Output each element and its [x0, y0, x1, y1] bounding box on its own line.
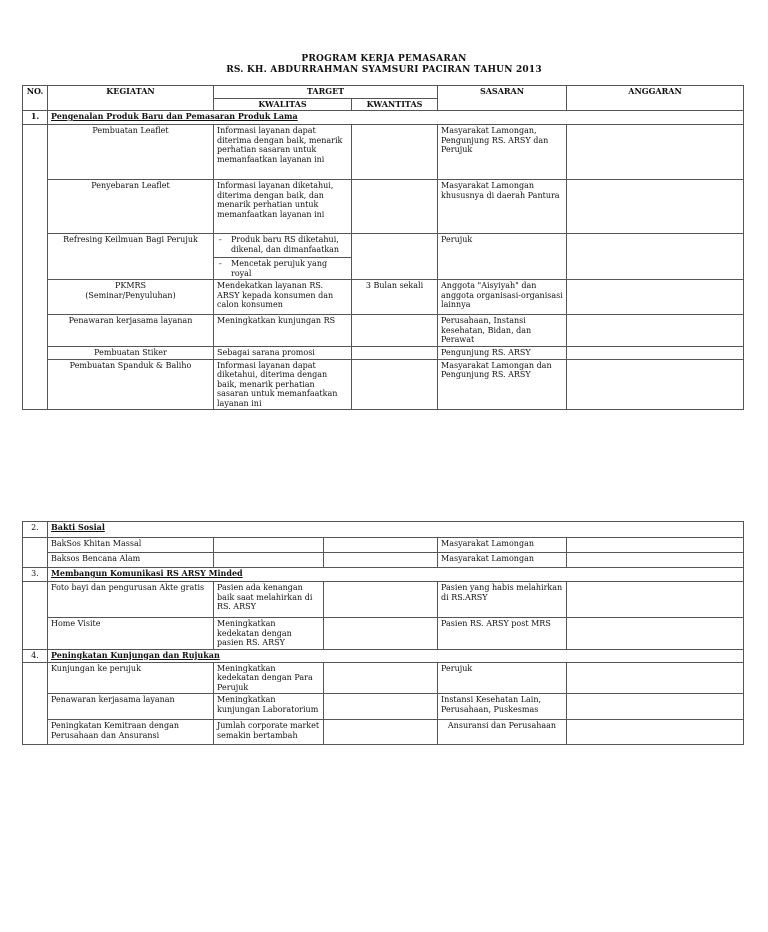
kegiatan-cell: Foto bayi dan pengurusan Akte gratis	[48, 582, 214, 618]
kwalitas-point: - Produk baru RS diketahui, dikenal, dan dimanfaatkan	[217, 235, 348, 254]
table-row	[23, 553, 744, 568]
kwantitas-cell	[352, 359, 438, 410]
sasaran-cell: Pasien yang habis melahirkan di RS.ARSY	[438, 582, 567, 618]
kegiatan-cell: Penawaran kerjasama layanan	[48, 315, 214, 347]
table-row	[23, 720, 744, 745]
kwalitas-cell	[214, 553, 324, 568]
program-table-part1	[22, 85, 744, 410]
sasaran-cell: Masyarakat Lamongan dan Pengunjung RS. ARSY	[438, 359, 567, 410]
sasaran-cell: Instansi Kesehatan Lain, Perusahaan, Puskesmas	[438, 694, 567, 720]
anggaran-cell	[567, 180, 744, 234]
sasaran-cell: Masyarakat Lamongan khususnya di daerah Pantura	[438, 180, 567, 234]
kegiatan-cell: Peningkatan Kemitraan dengan Perusahaan dan Ansuransi	[48, 720, 214, 745]
table-row	[23, 359, 744, 410]
table-row	[23, 234, 744, 280]
kwalitas-cell: Mendekatkan layanan RS. ARSY kepada konsumen dan calon konsumen	[214, 280, 352, 315]
anggaran-cell	[567, 582, 744, 618]
kwalitas-cell: Meningkatkan kunjungan RS	[214, 315, 352, 347]
anggaran-cell	[567, 538, 744, 553]
kwantitas-cell	[352, 234, 438, 280]
sasaran-cell: Masyarakat Lamongan	[438, 538, 567, 553]
kegiatan-line: (Seminar/Penyuluhan)	[85, 290, 176, 300]
kwalitas-cell	[214, 538, 324, 553]
kwantitas-cell	[324, 694, 438, 720]
section-number: 4.	[23, 649, 48, 662]
kegiatan-cell: Kunjungan ke perujuk	[48, 662, 214, 694]
anggaran-cell	[567, 234, 744, 280]
kegiatan-line: PKMRS	[114, 281, 147, 290]
kwantitas-cell	[352, 346, 438, 359]
kwalitas-cell: Meningkatkan kedekatan dengan Para Perujuk	[214, 662, 324, 694]
kwalitas-cell: Sebagai sarana promosi	[214, 346, 352, 359]
sasaran-cell: Ansuransi dan Perusahaan	[438, 720, 567, 745]
section-number: 3.	[23, 568, 48, 582]
anggaran-cell	[567, 720, 744, 745]
kwantitas-cell	[324, 618, 438, 650]
header-sasaran: SASARAN	[438, 86, 567, 111]
anggaran-cell	[567, 315, 744, 347]
table-row	[23, 280, 744, 315]
kwalitas-cell: Jumlah corporate market semakin bertambah	[214, 720, 324, 745]
anggaran-cell	[567, 694, 744, 720]
table-row	[23, 538, 744, 553]
kwantitas-cell: 3 Bulan sekali	[352, 280, 438, 315]
kegiatan-cell: Penawaran kerjasama layanan	[48, 694, 214, 720]
section-title: Membangun Komunikasi RS ARSY Minded	[48, 568, 744, 582]
kegiatan-cell: Pembuatan Leaflet	[48, 125, 214, 180]
document-title: PROGRAM KERJA PEMASARAN	[301, 54, 467, 64]
sasaran-cell: Perujuk	[438, 662, 567, 694]
sasaran-cell: Pasien RS. ARSY post MRS	[438, 618, 567, 650]
kwantitas-cell	[324, 538, 438, 553]
table-row	[23, 618, 744, 650]
kwantitas-cell	[324, 720, 438, 745]
header-kwantitas: KWANTITAS	[352, 98, 438, 111]
kegiatan-cell: Pembuatan Stiker	[48, 346, 214, 359]
kwalitas-cell	[214, 234, 352, 280]
kwantitas-cell	[324, 582, 438, 618]
header-no: NO.	[23, 86, 48, 111]
kwalitas-cell: Meningkatkan kedekatan dengan pasien RS. ARSY	[214, 618, 324, 650]
header-anggaran: ANGGARAN	[567, 86, 744, 111]
table-row	[23, 125, 744, 180]
kwalitas-cell: Informasi layanan dapat diterima dengan baik, menarik perhatian sasaran untuk memanfaatkan layanan ini	[214, 125, 352, 180]
kwantitas-cell	[324, 553, 438, 568]
header-kegiatan: KEGIATAN	[48, 86, 214, 111]
anggaran-cell	[567, 553, 744, 568]
table-row	[23, 180, 744, 234]
program-table-part2	[22, 521, 744, 745]
header-kwalitas: KWALITAS	[214, 98, 352, 111]
sasaran-cell: Masyarakat Lamongan	[438, 553, 567, 568]
kegiatan-cell: Home Visite	[48, 618, 214, 650]
section-title: Peningkatan Kunjungan dan Rujukan	[48, 649, 744, 662]
kwantitas-cell	[352, 315, 438, 347]
kwalitas-cell: Pasien ada kenangan baik saat melahirkan di RS. ARSY	[214, 582, 324, 618]
section-title: Pengenalan Produk Baru dan Pemasaran Produk Lama	[48, 111, 744, 125]
kwalitas-cell: Informasi layanan diketahui, diterima dengan baik, dan menarik perhatian untuk memanfaatkan layanan ini	[214, 180, 352, 234]
kegiatan-cell: Pembuatan Spanduk & Baliho	[48, 359, 214, 410]
kwantitas-cell	[324, 662, 438, 694]
table-row	[23, 662, 744, 694]
kwalitas-cell: Meningkatkan kunjungan Laboratorium	[214, 694, 324, 720]
section-number: 1.	[23, 111, 48, 125]
sasaran-cell: Anggota "Aisyiyah" dan anggota organisasi-organisasi lainnya	[438, 280, 567, 315]
kegiatan-cell	[48, 280, 214, 315]
anggaran-cell	[567, 618, 744, 650]
header-target: TARGET	[214, 86, 438, 99]
kegiatan-cell: Refresing Keilmuan Bagi Perujuk	[48, 234, 214, 280]
section-number: 2.	[23, 522, 48, 538]
anggaran-cell	[567, 125, 744, 180]
table-row	[23, 315, 744, 347]
table-row	[23, 346, 744, 359]
kwalitas-point: - Mencetak perujuk yang royal	[217, 259, 348, 278]
section-title: Bakti Sosial	[48, 522, 744, 538]
kegiatan-cell: Penyebaran Leaflet	[48, 180, 214, 234]
anggaran-cell	[567, 662, 744, 694]
document-subtitle: RS. KH. ABDURRAHMAN SYAMSURI PACIRAN TAHUN 2013	[226, 65, 542, 75]
sasaran-cell: Perujuk	[438, 234, 567, 280]
kwantitas-cell	[352, 125, 438, 180]
anggaran-cell	[567, 346, 744, 359]
sasaran-cell: Masyarakat Lamongan, Pengunjung RS. ARSY dan Perujuk	[438, 125, 567, 180]
sasaran-cell: Perusahaan, Instansi kesehatan, Bidan, dan Perawat	[438, 315, 567, 347]
anggaran-cell	[567, 280, 744, 315]
table-row	[23, 694, 744, 720]
anggaran-cell	[567, 359, 744, 410]
kwalitas-cell: Informasi layanan dapat diketahui, diterima dengan baik, menarik perhatian sasaran untuk memanfaatkan layanan ini	[214, 359, 352, 410]
kegiatan-cell: BakSos Khitan Massal	[48, 538, 214, 553]
sasaran-cell: Pengunjung RS. ARSY	[438, 346, 567, 359]
kegiatan-cell: Baksos Bencana Alam	[48, 553, 214, 568]
kwantitas-cell	[352, 180, 438, 234]
table-row	[23, 582, 744, 618]
